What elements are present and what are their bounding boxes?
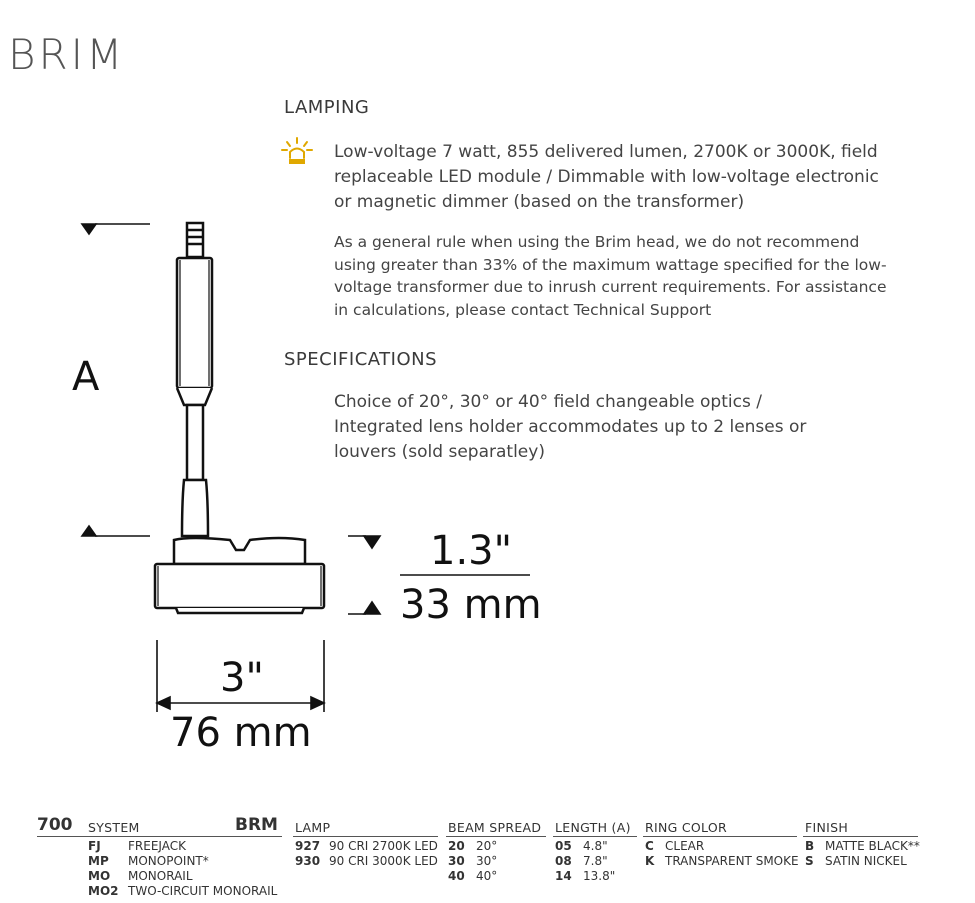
specifications-heading: SPECIFICATIONS [284,349,438,370]
table-row: 08 7.8" [555,854,608,868]
table-row: MP MONOPOINT* [88,854,209,868]
table-row: 927 90 CRI 2700K LED [295,839,438,853]
finish-header: FINISH [805,820,849,835]
width-inches: 3" [220,655,264,701]
length-header: LENGTH (A) [555,820,631,835]
table-row: 30 30° [448,854,498,868]
table-row: 05 4.8" [555,839,608,853]
lamp-rule [293,836,438,837]
finish-rule [803,836,918,837]
model-code: BRM [235,815,278,835]
table-row: FJ FREEJACK [88,839,186,853]
specifications-description: Choice of 20°, 30° or 40° field changeable optics / Integrated lens holder accommodates up to 2 lenses or louvers (sold separatley) [334,392,807,462]
table-row: S SATIN NICKEL [805,854,907,868]
lamping-heading: LAMPING [284,97,370,118]
beam-rule [446,836,546,837]
length-rule [553,836,637,837]
lamping-note: As a general rule when using the Brim head, we do not recommend using greater than 33% of the maximum wattage specified for the low-voltage transformer due to inrush current requirements. For assistance in calculations, please contact Technical Support [334,233,887,319]
fixture-drawing [0,200,560,760]
order-prefix: 700 [37,815,73,835]
table-row: MO MONORAIL [88,869,193,883]
table-row: C CLEAR [645,839,705,853]
table-row: K TRANSPARENT SMOKE [645,854,799,868]
table-row: 930 90 CRI 3000K LED [295,854,438,868]
head-height-inches: 1.3" [430,528,513,574]
beam-header: BEAM SPREAD [448,820,542,835]
lamping-description: Low-voltage 7 watt, 855 delivered lumen, 2700K or 3000K, field replaceable LED module / Dimmable with low-voltage electronic or magnetic dimmer (based on the transformer) [334,142,879,212]
ring-header: RING COLOR [645,820,727,835]
product-title: BRIM [8,30,126,79]
table-row: MO2 TWO-CIRCUIT MONORAIL [88,884,278,898]
led-bulb-icon [281,137,315,167]
table-row: 40 40° [448,869,498,883]
system-header: SYSTEM [88,820,140,835]
table-row: 20 20° [448,839,498,853]
head-height-mm: 33 mm [400,582,542,628]
ring-rule [643,836,797,837]
table-row: 14 13.8" [555,869,616,883]
table-row: B MATTE BLACK** [805,839,920,853]
height-dimension-label: A [72,354,100,400]
system-rule [37,836,282,837]
lamp-header: LAMP [295,820,331,835]
width-mm: 76 mm [170,710,312,756]
